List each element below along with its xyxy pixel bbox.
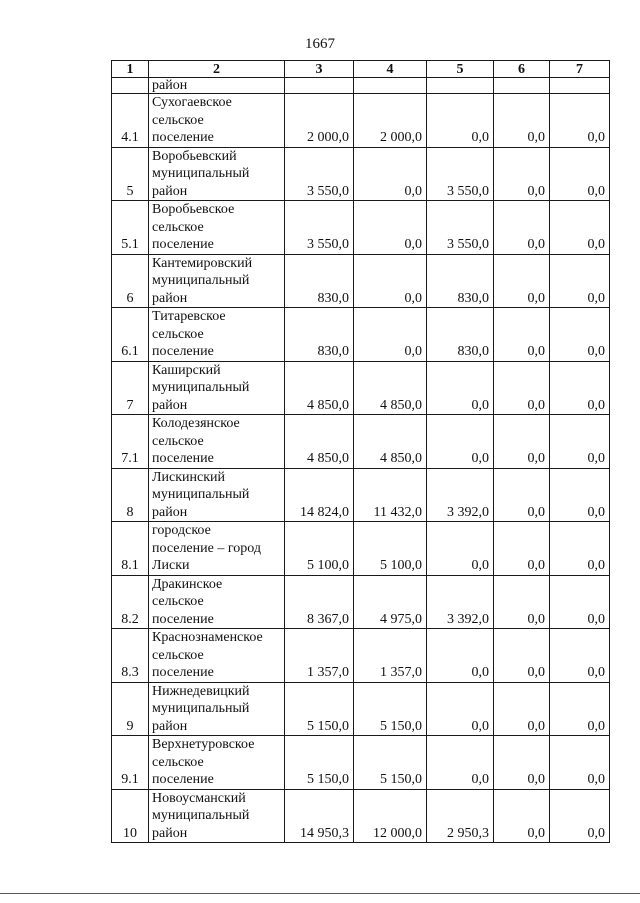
cell-name-line: Лискинский [152,469,225,485]
table-row [112,415,610,469]
cell-col5: 3 392,0 [427,575,494,629]
cell-col6: 0,0 [494,789,550,843]
cell-name-line: городское [152,523,211,538]
cell-name-line: Нижнедевицкий [152,683,250,699]
cell-col4: 4 850,0 [354,361,427,415]
cell-col6: 0,0 [494,415,550,469]
cell-name-line: район [152,825,188,841]
cell-col7: 0,0 [550,147,610,201]
cell-name [149,736,285,790]
page-bottom-divider [0,893,640,894]
cell-name-line: поселение [152,130,214,145]
cell-col5: 3 550,0 [427,201,494,255]
cell-col6 [494,78,550,94]
cell-col3: 5 100,0 [285,522,354,576]
cell-index: 7.1 [112,415,149,469]
cell-name-line: Титаревское [152,309,226,324]
cell-col3: 830,0 [285,254,354,308]
table-row [112,201,610,255]
table-row [112,94,610,148]
cell-col6: 0,0 [494,736,550,790]
cell-name-line: поселение [152,665,214,680]
cell-col4: 1 357,0 [354,629,427,683]
cell-col7 [550,78,610,94]
cell-col6: 0,0 [494,201,550,255]
allocation-table [111,60,610,843]
cell-col7: 0,0 [550,629,610,683]
cell-col5: 830,0 [427,308,494,362]
cell-col4: 4 850,0 [354,415,427,469]
cell-index [112,78,149,94]
column-header-7: 7 [550,61,610,78]
cell-name-line: поселение [152,237,214,252]
cell-name-line: район [152,183,188,199]
cell-name-line: муниципальный [152,380,250,395]
cell-col4 [354,78,427,94]
cell-index: 8.2 [112,575,149,629]
cell-col5: 0,0 [427,736,494,790]
cell-col6: 0,0 [494,575,550,629]
cell-name [149,468,285,522]
cell-name-line: Каширский [152,362,221,378]
cell-col5: 0,0 [427,682,494,736]
table-row [112,629,610,683]
cell-name [149,575,285,629]
cell-name [149,415,285,469]
cell-index: 7 [112,361,149,415]
cell-col4: 5 150,0 [354,682,427,736]
cell-index: 5 [112,147,149,201]
cell-index: 5.1 [112,201,149,255]
cell-name-line: район [152,718,188,734]
column-header-6: 6 [494,61,550,78]
cell-name-line: поселение [152,772,214,787]
cell-name-line: Воробьевское [152,202,235,217]
cell-col5: 830,0 [427,254,494,308]
cell-col7: 0,0 [550,254,610,308]
cell-col7: 0,0 [550,308,610,362]
cell-col3: 14 824,0 [285,468,354,522]
cell-name [149,254,285,308]
cell-col4: 5 100,0 [354,522,427,576]
column-header-1: 1 [112,61,149,78]
cell-col5: 0,0 [427,415,494,469]
cell-col7: 0,0 [550,468,610,522]
cell-col3: 3 550,0 [285,201,354,255]
cell-col7: 0,0 [550,94,610,148]
cell-col6: 0,0 [494,308,550,362]
cell-name-line: Краснознаменское [152,630,263,645]
cell-col3: 5 150,0 [285,682,354,736]
cell-col7: 0,0 [550,682,610,736]
cell-col5 [427,78,494,94]
cell-col5: 0,0 [427,522,494,576]
cell-name-line: сельское [152,594,204,609]
cell-col6: 0,0 [494,254,550,308]
cell-col7: 0,0 [550,361,610,415]
table-row [112,522,610,576]
cell-name-line: поселение [152,344,214,359]
cell-name: район [149,78,285,94]
cell-name-line: район [152,290,188,306]
cell-name-line: Лиски [152,558,190,573]
cell-name-line: муниципальный [152,487,250,502]
cell-col4: 0,0 [354,147,427,201]
cell-col3: 830,0 [285,308,354,362]
cell-name-line: сельское [152,326,204,342]
table-header-row [112,61,610,78]
cell-col7: 0,0 [550,522,610,576]
cell-index: 10 [112,789,149,843]
cell-name-line: Сухогаевское [152,95,232,110]
cell-col6: 0,0 [494,522,550,576]
cell-col5: 0,0 [427,94,494,148]
cell-name-line: сельское [152,219,204,235]
cell-col7: 0,0 [550,201,610,255]
cell-name-line: поселение [152,451,214,466]
cell-col3: 4 850,0 [285,361,354,415]
cell-name [149,201,285,255]
cell-name [149,147,285,201]
table-row [112,147,610,201]
cell-col4: 0,0 [354,308,427,362]
table-row [112,308,610,362]
cell-col4: 0,0 [354,201,427,255]
cell-name-line: Дракинское [152,576,223,592]
cell-col3: 1 357,0 [285,629,354,683]
cell-col6: 0,0 [494,629,550,683]
cell-col4: 5 150,0 [354,736,427,790]
cell-col4: 0,0 [354,254,427,308]
cell-col3: 14 950,3 [285,789,354,843]
table-row [112,682,610,736]
cell-name-line: сельское [152,647,204,663]
column-header-5: 5 [427,61,494,78]
cell-col3: 8 367,0 [285,575,354,629]
cell-name-line: муниципальный [152,166,250,181]
cell-name-line: район [152,397,188,413]
cell-col5: 0,0 [427,629,494,683]
column-header-2: 2 [149,61,285,78]
cell-col3: 3 550,0 [285,147,354,201]
cell-name [149,629,285,683]
cell-name-line: Кантемировский [152,255,253,271]
cell-col3 [285,78,354,94]
cell-name-line: сельское [152,433,204,449]
cell-name [149,94,285,148]
table-row [112,736,610,790]
cell-name-line: Колодезянское [152,416,240,431]
cell-name-line: Верхнетуровское [152,737,255,752]
cell-col3: 2 000,0 [285,94,354,148]
cell-name-line: поселение [152,611,214,627]
cell-index: 9 [112,682,149,736]
column-header-3: 3 [285,61,354,78]
cell-index: 9.1 [112,736,149,790]
cell-col6: 0,0 [494,682,550,736]
cell-name-line: Новоусманский [152,790,246,806]
continuation-row [112,78,610,94]
cell-col6: 0,0 [494,468,550,522]
cell-col7: 0,0 [550,415,610,469]
cell-name [149,682,285,736]
cell-col4: 4 975,0 [354,575,427,629]
cell-col5: 3 550,0 [427,147,494,201]
cell-col4: 12 000,0 [354,789,427,843]
allocation-table-container [111,60,609,843]
cell-col7: 0,0 [550,575,610,629]
table-row [112,361,610,415]
cell-name [149,361,285,415]
cell-name-line: сельское [152,754,204,770]
cell-col5: 0,0 [427,361,494,415]
cell-name-line: поселение – город [152,540,261,556]
cell-index: 8 [112,468,149,522]
table-row [112,789,610,843]
cell-index: 6 [112,254,149,308]
cell-name-line: муниципальный [152,808,250,823]
cell-col3: 5 150,0 [285,736,354,790]
cell-col6: 0,0 [494,94,550,148]
cell-name [149,789,285,843]
cell-name-line: сельское [152,112,204,128]
cell-index: 8.3 [112,629,149,683]
cell-col5: 3 392,0 [427,468,494,522]
cell-col7: 0,0 [550,736,610,790]
cell-col3: 4 850,0 [285,415,354,469]
column-header-4: 4 [354,61,427,78]
table-row [112,254,610,308]
table-row [112,575,610,629]
cell-col7: 0,0 [550,789,610,843]
cell-name-line: Воробьевский [152,148,237,164]
cell-name-line: муниципальный [152,273,250,288]
cell-index: 6.1 [112,308,149,362]
cell-index: 4.1 [112,94,149,148]
cell-col4: 11 432,0 [354,468,427,522]
page-number: 1667 [305,36,335,52]
cell-name-line: район [152,504,188,520]
cell-col5: 2 950,3 [427,789,494,843]
table-row [112,468,610,522]
cell-name-line: муниципальный [152,701,250,716]
cell-name [149,308,285,362]
cell-col6: 0,0 [494,147,550,201]
cell-name [149,522,285,576]
cell-col4: 2 000,0 [354,94,427,148]
cell-index: 8.1 [112,522,149,576]
cell-col6: 0,0 [494,361,550,415]
